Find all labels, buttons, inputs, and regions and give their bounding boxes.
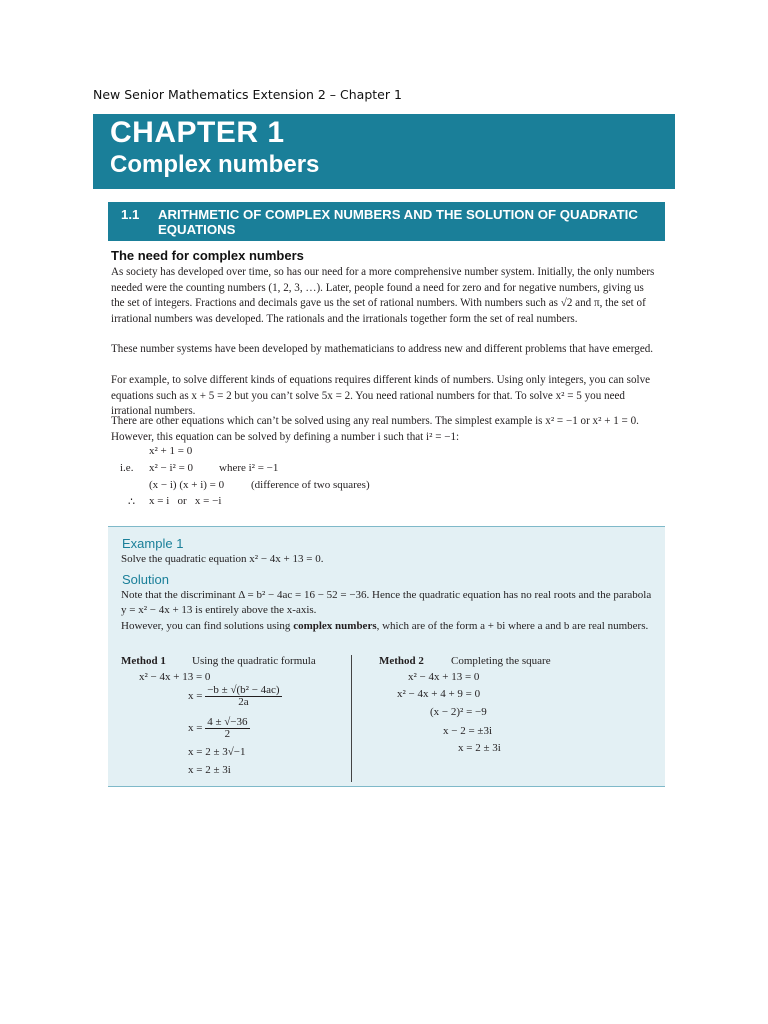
section-banner <box>108 202 665 241</box>
solution-bold-term: complex numbers <box>293 620 377 632</box>
chapter-label: CHAPTER 1 <box>110 116 285 149</box>
paragraph-equations: For example, to solve different kinds of equations requires different kinds of numbers. Using only integers, you can solve equations such as x + 5 = 2 but you can’t solve 5x = 2. You need rational numbers for that. To solve x² = 5 you need irrational numbers. <box>111 374 651 417</box>
derivation-note-2: (difference of two squares) <box>251 479 370 491</box>
example-question: Solve the quadratic equation x² − 4x + 13 = 0. <box>121 553 324 565</box>
method-1-desc: Using the quadratic formula <box>192 655 316 667</box>
subheading: The need for complex numbers <box>111 248 304 263</box>
method-1-line-2-lhs: x = <box>188 690 203 703</box>
method-2-desc: Completing the square <box>451 655 551 667</box>
substituted-numerator: 4 ± √−36 <box>207 716 248 728</box>
substituted-denominator: 2 <box>224 728 231 740</box>
solution-discriminant: Note that the discriminant Δ = b² − 4ac = 16 − 52 = −36. Hence the quadratic equation has no real roots and the parabola y = x² − 4x + 13 is entirely above the x-axis. <box>121 589 652 616</box>
method-2-line-3: (x − 2)² = −9 <box>430 706 487 718</box>
substituted-fraction <box>205 717 249 740</box>
example-box <box>108 526 665 787</box>
quadratic-formula-denominator: 2a <box>238 696 249 708</box>
quadratic-formula-fraction <box>205 685 281 708</box>
derivation-line-3: (x − i) (x + i) = 0 <box>149 479 225 491</box>
section-title: ARITHMETIC OF COMPLEX NUMBERS AND THE SOLUTION OF QUADRATIC EQUATIONS <box>158 207 638 237</box>
therefore-symbol: ∴ <box>128 496 135 508</box>
solution-heading: Solution <box>122 572 169 587</box>
example-heading: Example 1 <box>122 536 184 551</box>
method-1-line-3-lhs: x = <box>188 722 203 735</box>
method-1-line-1: x² − 4x + 13 = 0 <box>139 671 211 683</box>
section-number: 1.1 <box>121 207 140 222</box>
solution-text-before: However, you can find solutions using <box>121 620 294 632</box>
ie-label: i.e. <box>120 462 134 474</box>
chapter-banner <box>93 114 675 189</box>
method-2-line-4: x − 2 = ±3i <box>443 725 493 737</box>
method-2-line-5: x = 2 ± 3i <box>458 742 501 754</box>
method-1-line-3 <box>188 717 250 740</box>
method-2-line-1: x² − 4x + 13 = 0 <box>408 671 480 683</box>
chapter-title: Complex numbers <box>110 151 320 178</box>
page-header: New Senior Mathematics Extension 2 – Chapter 1 <box>93 87 402 102</box>
solution-complex <box>121 619 656 634</box>
method-divider <box>351 655 352 782</box>
method-1-line-2 <box>188 685 282 708</box>
method-1-line-5: x = 2 ± 3i <box>188 764 231 776</box>
paragraph-mathematicians: These number systems have been developed by mathematicians to address new and different problems that have emerged. <box>111 343 654 355</box>
paragraph-imaginary: There are other equations which can’t be solved using any real numbers. The simplest example is x² = −1 or x² + 1 = 0. However, this equation can be solved by defining a number i such that i² = −1: <box>111 415 639 443</box>
method-1-line-4: x = 2 ± 3√−1 <box>188 746 246 758</box>
method-2-label: Method 2 <box>379 655 424 667</box>
method-1-label: Method 1 <box>121 655 166 667</box>
derivation-line-4: x = i or x = −i <box>149 495 222 507</box>
quadratic-formula-numerator: −b ± √(b² − 4ac) <box>207 684 280 696</box>
paragraph-number-systems: As society has developed over time, so has our need for a more comprehensive number system. Initially, the only numbers needed were the counting numbers (1, 2, 3, …). Later, people found a need for zero and for negative numbers, giving us the set of integers. Fractions and decimals gave us the set of rational numbers. With numbers such as √2 and π, the set of irrational numbers was developed. The rationals and the irrationals together form the set of real numbers. <box>111 266 655 325</box>
derivation-note-1: where i² = −1 <box>219 462 279 474</box>
derivation-line-1: x² + 1 = 0 <box>149 445 193 457</box>
derivation-line-2: x² − i² = 0 <box>149 462 194 474</box>
solution-text-after: , which are of the form a + bi where a and b are real numbers. <box>376 620 649 632</box>
method-2-line-2: x² − 4x + 4 + 9 = 0 <box>397 688 481 700</box>
